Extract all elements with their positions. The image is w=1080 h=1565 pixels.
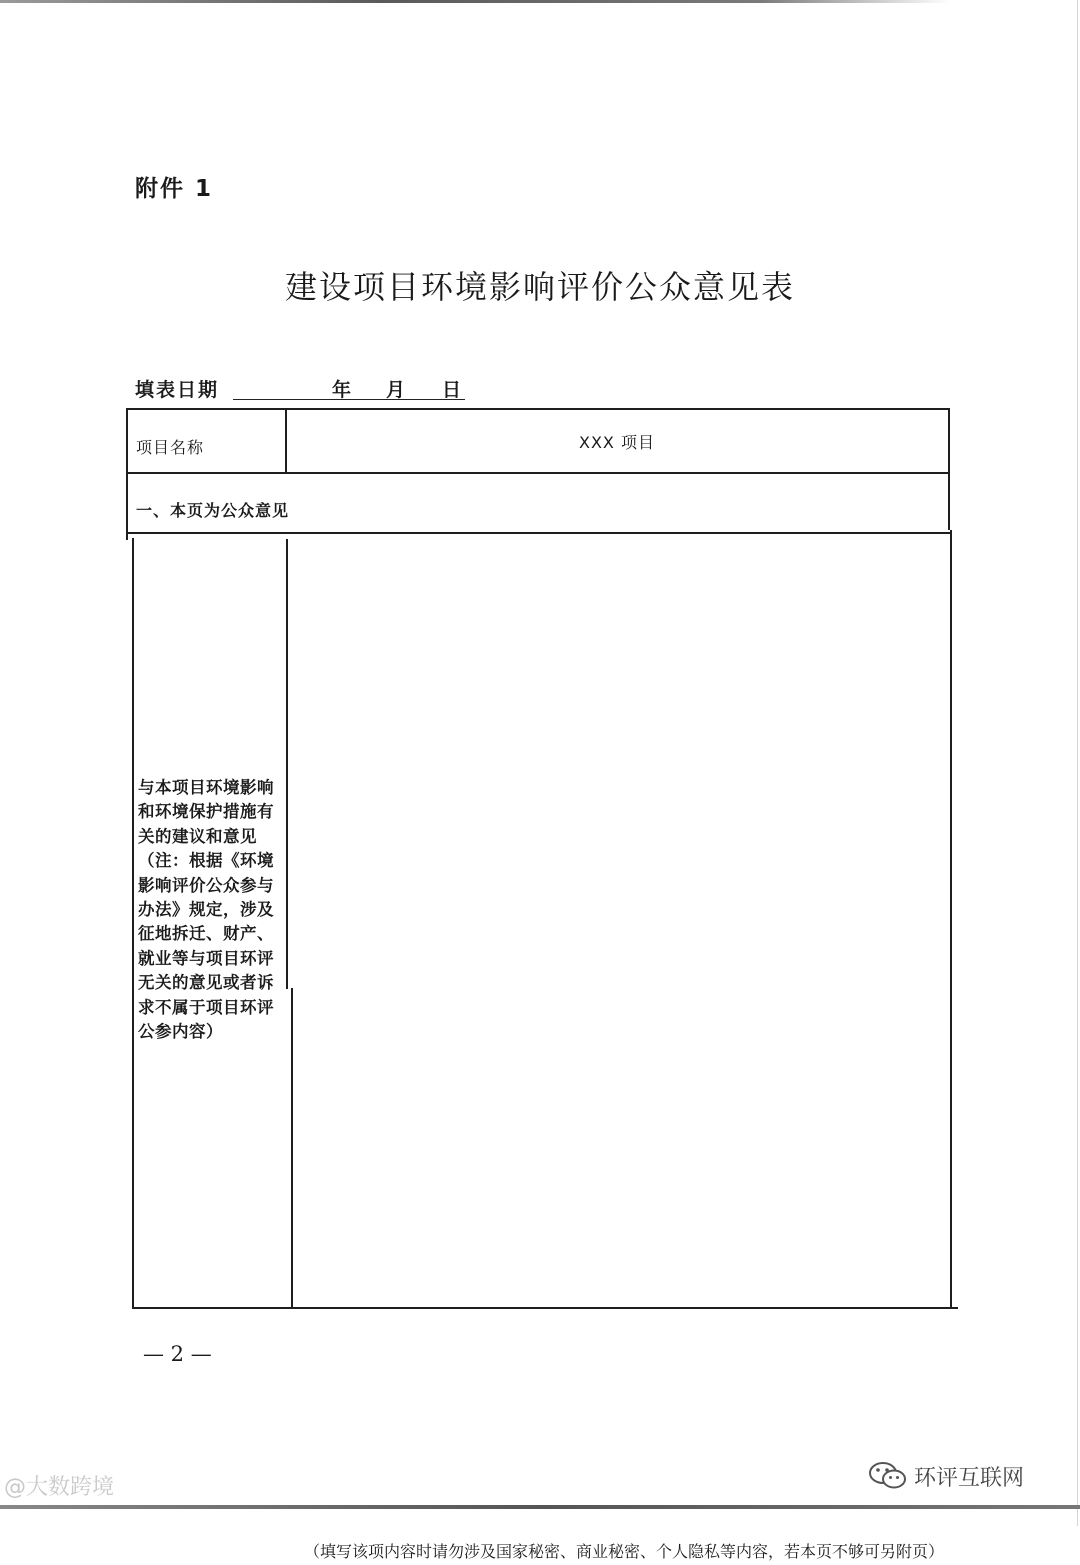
column-divider bbox=[286, 539, 288, 989]
opinion-label: 与本项目环境影响和环境保护措施有关的建议和意见（注：根据《环境影响评价公众参与办法》规定，涉及征地拆迁、财产、就业等与项目环评无关的意见或者诉求不属于项目环评公参内容） bbox=[138, 778, 274, 1042]
scan-edge-right bbox=[1077, 0, 1078, 1526]
date-day: 日 bbox=[442, 379, 462, 401]
watermark-left: @大数跨境 bbox=[4, 1475, 115, 1500]
project-name-label: 项目名称 bbox=[136, 438, 205, 457]
table-border-left bbox=[132, 538, 134, 1309]
watermark-right-text: 环评互联网 bbox=[914, 1465, 1025, 1491]
watermark-right bbox=[868, 1460, 1024, 1492]
table-border-left bbox=[126, 408, 128, 540]
table-border-right bbox=[948, 408, 950, 530]
row-divider bbox=[126, 472, 950, 474]
attachment-label: 附件 1 bbox=[135, 176, 214, 202]
table-border-top bbox=[126, 408, 950, 410]
page-number: — 2 — bbox=[143, 1342, 212, 1366]
date-year: 年 bbox=[332, 379, 352, 401]
opinion-note: （填写该项内容时请勿涉及国家秘密、商业秘密、个人隐私等内容，若本页不够可另附页） bbox=[304, 1542, 945, 1561]
wechat-icon bbox=[868, 1460, 908, 1492]
table-border-bottom bbox=[132, 1307, 958, 1309]
opinion-table bbox=[124, 408, 958, 1561]
row-divider bbox=[126, 532, 952, 534]
section-heading: 一、本页为公众意见 bbox=[136, 501, 290, 520]
page-title: 建设项目环境影响评价公众意见表 bbox=[284, 268, 795, 306]
project-name-value: XXX 项目 bbox=[579, 433, 655, 452]
date-month: 月 bbox=[386, 379, 406, 401]
scan-edge-bottom bbox=[0, 1505, 1080, 1509]
column-divider bbox=[291, 988, 293, 1308]
date-label: 填表日期 bbox=[135, 379, 220, 401]
scan-edge-top bbox=[0, 0, 950, 3]
table-border-right bbox=[950, 530, 952, 1309]
